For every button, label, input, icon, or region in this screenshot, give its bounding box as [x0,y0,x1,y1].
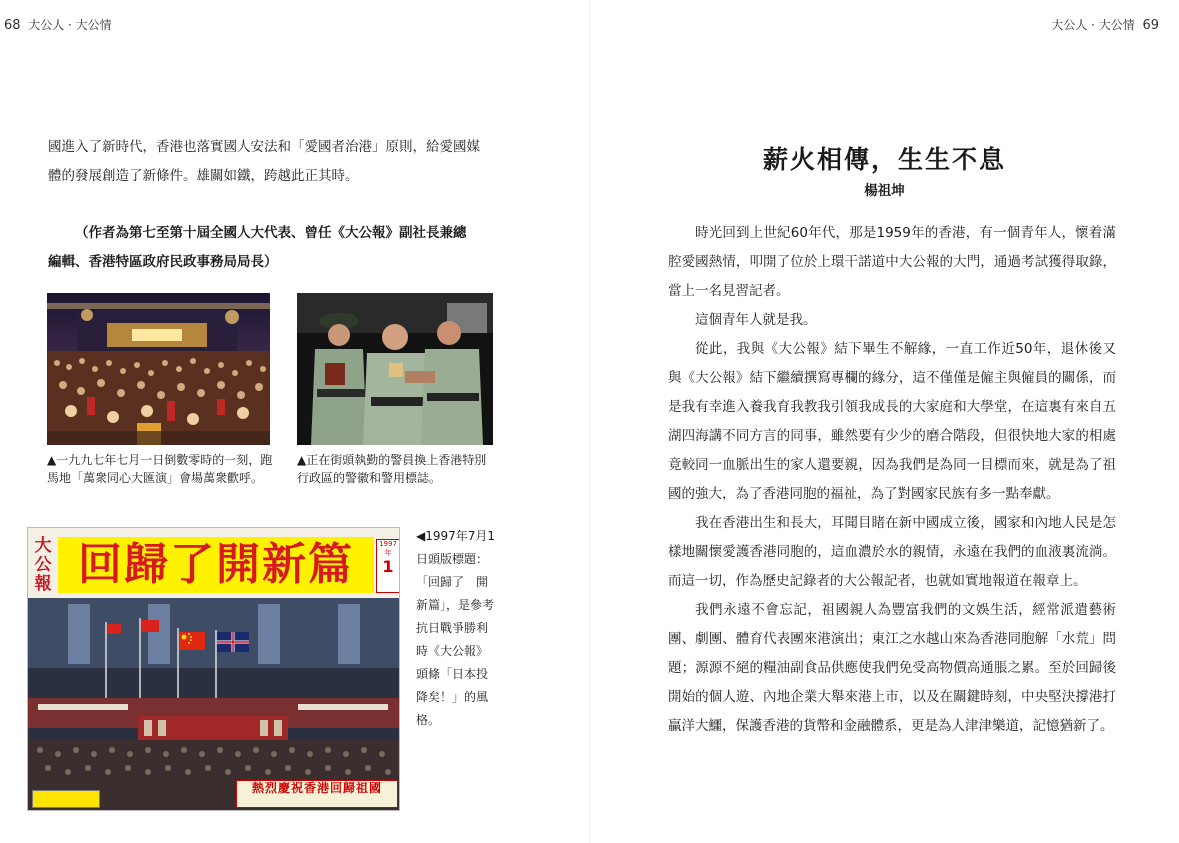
article-paragraph: 從此，我與《大公報》結下畢生不解緣，一直工作近50年，退休後又與《大公報》結下繼續撰寫專欄的緣分，這不僅僅是僱主與僱員的關係，而是我有幸進入養我育我教我引領我成長的大家庭和大學堂，在這裏有來自五湖四海講不同方言的同事，雖然要有少少的磨合階段，但很快地大家的相處竟較同一血脈出生的家人還要親，因為我們是為同一目標而來，就是為了祖國的強大，為了香港同胞的福祉，為了對國家民族有多一點奉獻。 [668,341,1116,502]
countdown-crowd-image [47,293,270,445]
article-paragraph: 時光回到上世紀60年代，那是1959年的香港，有一個青年人，懷着滿腔愛國熱情，叩開了位於上環干諾道中大公報的大門，通過考試獲得取錄，當上一名見習記者。 [668,225,1116,299]
newspaper-footer-banner [236,780,398,808]
police-officers-image [297,293,493,445]
newspaper-logo: 大公報 [34,536,52,594]
countdown-photo-caption: ▲一九九七年七月一日倒數零時的一刻，跑馬地「萬衆同心大匯演」會場萬衆歡呼。 [47,453,273,485]
handover-ceremony-image [28,598,399,810]
newspaper-headline-banner [58,537,374,593]
newspaper-date-year: 1997年 [379,540,397,557]
right-running-head [1051,16,1159,33]
left-running-head [4,16,112,33]
left-paragraph-line: 體的發展創造了新條件。雄關如鐵，跨越此正其時。 [48,168,359,184]
left-page [0,0,589,843]
newspaper-yellow-sticker [32,790,100,808]
author-note-line: （作者為第七至第十屆全國人大代表、曾任《大公報》副社長兼總 [75,225,467,241]
article-byline: 楊祖坤 [864,183,905,199]
left-paragraph [48,133,494,191]
police-officers-photo [297,293,493,445]
left-running-title: 大公人 · 大公情 [28,18,112,32]
author-note-line: 編輯、香港特區政府民政事務局局長） [48,254,278,270]
article-body [668,219,1116,741]
right-running-title: 大公人 · 大公情 [1051,18,1135,32]
police-photo-caption: ▲正在街頭執勤的警員換上香港特別行政區的警徽和警用標誌。 [297,453,487,485]
countdown-crowd-photo [47,293,270,445]
newspaper-footer-headline: 熱烈慶祝香港回歸祖國 [251,781,382,795]
left-paragraph-line: 國進入了新時代，香港也落實國人安法和「愛國者治港」原則，給愛國媒 [48,139,480,155]
article-paragraph: 我們永遠不會忘記，祖國親人為豐富我們的文娛生活，經常派遣藝術團、劇團、體育代表團來港演出；東江之水越山來為香港同胞解「水荒」問題；源源不絕的糧油副食品供應使我們免受高物價高通脹之累。至於回歸後開始的個人遊、內地企業大舉來港上市，以及在關鍵時刻，中央堅決撐港打贏洋大鱷，保護香港的貨幣和金融體系，更是為人津津樂道，記憶猶新了。 [668,602,1116,734]
author-note [48,219,494,277]
right-page [590,0,1179,843]
newspaper-date-day: 1 [382,557,394,576]
article-paragraph: 我在香港出生和長大，耳聞目睹在新中國成立後，國家和內地人民是怎樣地關懷愛護香港同胞的，這血濃於水的親情，永遠在我們的血液裏流淌。而這一切，作為歷史記錄者的大公報記者，也就如實地報道在報章上。 [668,515,1116,589]
newspaper-headline: 回歸了開新篇 [78,539,354,590]
article-title: 薪火相傳，生生不息 [762,145,1006,174]
handover-ceremony-photo [28,598,399,810]
newspaper-front-page [27,527,400,811]
newspaper-date-box [376,539,400,593]
right-page-number: 69 [1142,18,1159,33]
article-paragraph: 這個青年人就是我。 [695,312,817,328]
newspaper-caption: ◀1997年7月1日頭版標題：「回歸了 開新篇」，是參考抗日戰爭勝利時《大公報》頭條「日本投降矣！」的風格。 [416,529,496,727]
left-page-number: 68 [4,18,21,33]
